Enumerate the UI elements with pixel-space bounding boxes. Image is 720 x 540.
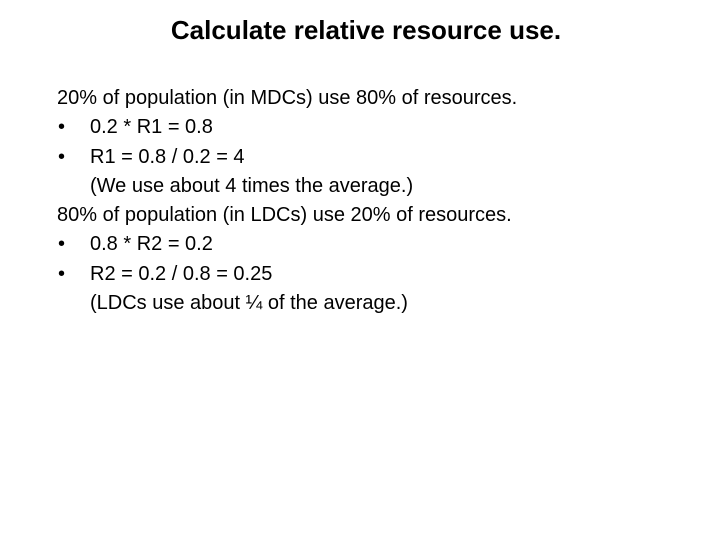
bullet-icon: • [58, 262, 66, 285]
note-text: (We use about 4 times the average.) [90, 174, 414, 197]
bullet-text: R2 = 0.2 / 0.8 = 0.25 [90, 262, 273, 285]
paragraph-text: 80% of population (in LDCs) use 20% of resources. [57, 204, 512, 227]
bullet-item [57, 260, 707, 289]
bullet-item [57, 113, 707, 142]
note-mdc [57, 172, 707, 201]
slide-title: Calculate relative resource use. [170, 15, 562, 45]
bullet-item [57, 230, 707, 259]
bullet-text: 0.2 * R1 = 0.8 [90, 116, 213, 139]
paragraph-mdc [57, 84, 707, 113]
slide-body [57, 84, 707, 318]
paragraph-ldc [57, 201, 707, 230]
paragraph-text: 20% of population (in MDCs) use 80% of resources. [57, 87, 518, 109]
bullet-item [57, 143, 707, 172]
bullet-icon: • [58, 116, 66, 139]
note-text: (LDCs use about ¼ of the average.) [90, 292, 408, 315]
bullet-text: 0.8 * R2 = 0.2 [90, 233, 213, 256]
note-ldc [57, 289, 707, 318]
bullet-text: R1 = 0.8 / 0.2 = 4 [90, 145, 245, 168]
bullet-icon: • [58, 233, 66, 256]
bullet-icon: • [58, 145, 66, 168]
